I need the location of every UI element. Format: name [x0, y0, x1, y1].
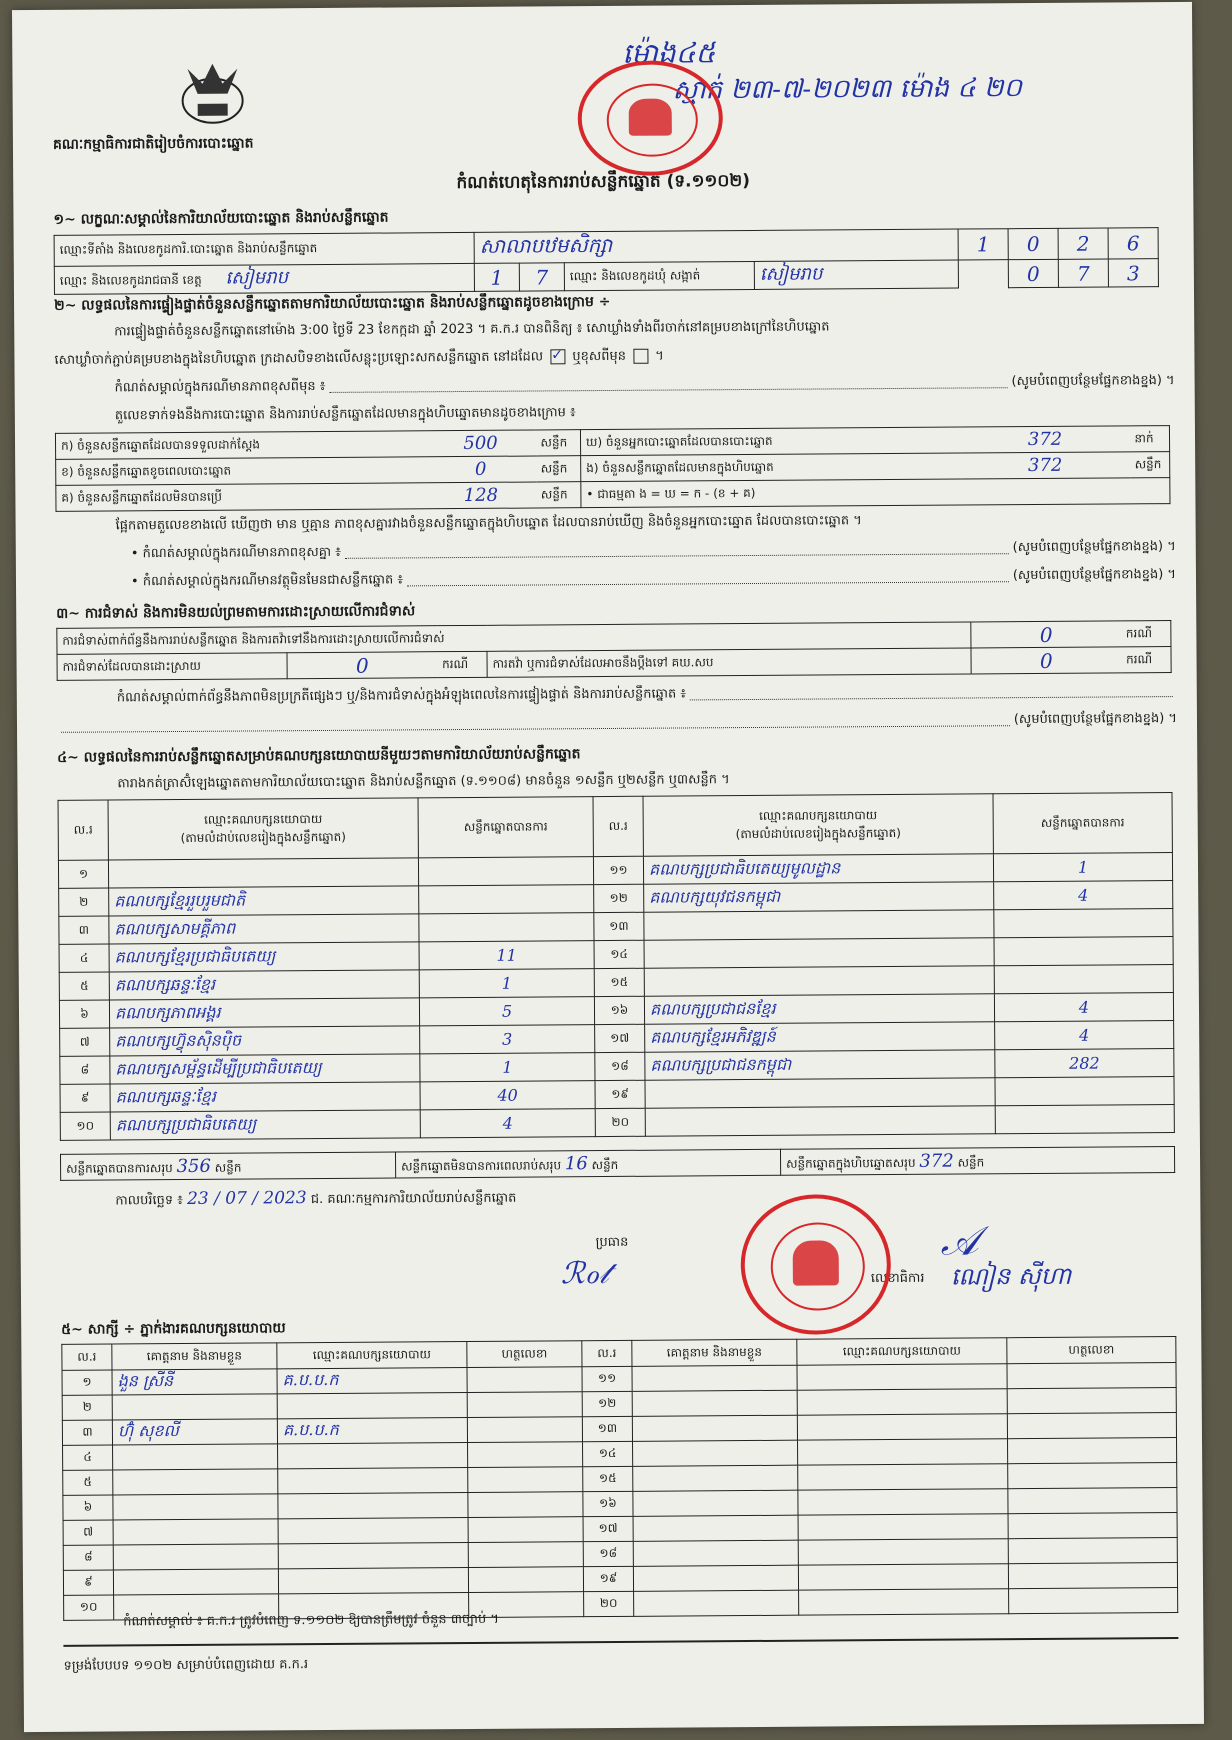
completion-note: កំណត់សម្គាល់ ៖ គ.ក.រ ត្រូវបំពេញ ទ.១១០២ ឱ្យបានត្រឹមត្រូវ ចំនួន ៣ច្បាប់ ។ — [123, 1611, 499, 1630]
same-checkbox[interactable]: ✓ — [550, 349, 565, 364]
witness-name — [633, 1540, 798, 1566]
witness-signature — [1009, 1588, 1178, 1614]
witness-signature — [1007, 1413, 1176, 1439]
commune-code-3: 3 — [1108, 259, 1158, 287]
witness-number: ៥ — [63, 1470, 113, 1495]
witness-table: ល.រ គោត្តនាម និងនាមខ្លួន ឈ្មោះគណបក្សនយោបាយ ហត្ថលេខា ល.រ គោត្តនាម និងនាមខ្លួន ឈ្មោះគណបក្សនយោបាយ ហត្ថលេខា ១ ងួន ស្រីនី គ.ប.ប.ក ១១ ២ ១២ ៣ ហ៊ុំ សុខលី គ.ប.ប.ក ១៣ ៤ ១៤ ៥ ១៥ ៦ ១៦ ៧ ១៧ ៨ ១៨ ៩ ១៩ ១០ ២០ — [61, 1336, 1178, 1621]
witness-name: ងួន ស្រីនី — [112, 1369, 277, 1395]
party-name: គណបក្សភាពអង្គរ — [109, 998, 419, 1028]
party-votes: 4 — [420, 1109, 595, 1138]
witness-party — [797, 1414, 1007, 1440]
party-number: ១៣ — [594, 912, 644, 940]
party-number: ១១ — [593, 856, 643, 884]
commune-code-1: 0 — [1008, 259, 1058, 287]
party-name: គណបក្សសម្ព័ន្ធដើម្បីប្រជាធិបតេយ្យ — [110, 1054, 420, 1084]
witness-number: ៣ — [62, 1420, 112, 1445]
witness-party — [797, 1364, 1007, 1390]
witness-signature — [468, 1442, 583, 1468]
party-name: គណបក្សហ៊្វុនស៊ិនប៉ិច — [110, 1026, 420, 1056]
witness-name — [113, 1519, 278, 1545]
party-votes — [994, 937, 1173, 966]
witness-signature — [468, 1467, 583, 1493]
location-code-1: 1 — [958, 229, 1008, 260]
location-value: សាលាបឋមសិក្សា — [474, 229, 958, 263]
witness-signature — [1008, 1538, 1177, 1564]
witness-number: ២ — [62, 1395, 112, 1420]
witness-number: ១១ — [582, 1366, 632, 1391]
form-title: កំណត់ហេតុនៃការរាប់សន្លឹកឆ្នោត (ទ.១១០២) — [456, 170, 751, 194]
party-votes: 1 — [419, 969, 594, 998]
party-votes — [419, 913, 594, 942]
party-name — [644, 966, 994, 996]
party-number: ៦ — [59, 1000, 109, 1028]
witness-name — [113, 1444, 278, 1470]
witness-number: ១៧ — [583, 1516, 633, 1541]
witness-number: ១៨ — [583, 1541, 633, 1566]
figure-row: គ) ចំនួនសន្លឹកឆ្នោតដែលមិនបានប្រើ 128 សន្លឹក • ជាធម្មតា ង = ឃ = ក - (ខ + គ) — [56, 478, 1170, 512]
section-4-heading: ៤~ លទ្ធផលនៃការរាប់សន្លឹកឆ្នោតសម្រាប់គណបក្សនយោបាយនីមួយៗតាមការិយាល័យរាប់សន្លឹកឆ្នោត — [57, 746, 581, 766]
appeal-value: 0 — [971, 647, 1121, 674]
section-1-heading: ១~ លក្ខណៈសម្គាល់នៃការិយាល័យបោះឆ្នោត និងរាប់សន្លឹកឆ្នោត — [53, 209, 389, 228]
formula: • ជាធម្មតា ង = ឃ = ក - (ខ + គ) — [581, 478, 1170, 508]
province-label: ឈ្មោះ និងលេខកូដរាជធានី ខេត្ត សៀមរាប — [54, 263, 474, 294]
ballots-received-value: 500 — [425, 430, 535, 457]
witness-signature — [1008, 1438, 1177, 1464]
party-votes: 282 — [995, 1049, 1174, 1078]
party-number: ១៩ — [595, 1080, 645, 1108]
party-number: ១២ — [594, 884, 644, 912]
spoiled-value: 0 — [426, 456, 536, 483]
witness-name — [632, 1365, 797, 1391]
secretary-label: លេខាធិការ — [870, 1270, 925, 1287]
chair-label: ប្រធាន — [595, 1234, 629, 1251]
total-in-box: សន្លឹកឆ្នោតក្នុងហិបឆ្នោតសរុប 372 សន្លឹក — [780, 1147, 1174, 1176]
secretary-signature: 𝒜 — [940, 1218, 979, 1265]
witness-number: ៧ — [63, 1520, 113, 1545]
form-page — [12, 2, 1204, 1732]
location-code-3: 2 — [1058, 228, 1108, 259]
witness-name — [633, 1465, 798, 1491]
witness-signature — [1007, 1363, 1176, 1389]
witness-name — [633, 1490, 798, 1516]
witness-party — [798, 1564, 1008, 1590]
party-number: ៧ — [60, 1028, 110, 1056]
commune-code-2: 7 — [1058, 259, 1108, 287]
party-votes — [995, 1105, 1174, 1134]
witness-party — [798, 1464, 1008, 1490]
party-votes: 1 — [420, 1053, 595, 1082]
location-code-2: 0 — [1008, 228, 1058, 259]
party-votes: 3 — [420, 1025, 595, 1054]
org-name: គណៈកម្មាធិការជាតិរៀបចំការបោះឆ្នោត — [52, 135, 254, 153]
witness-name — [113, 1569, 278, 1595]
witness-party — [278, 1442, 468, 1468]
verification-line-2: សោឃ្លាំចាក់ភ្ជាប់គម្របខាងក្នុងនៃហិបឆ្នោត ក្រដាសបិទខាងលើសន្លុះប្រឡោះសកសន្លឹកឆ្នោត នៅដដែល ✓ ឬខុសពីមុន ។ — [54, 347, 664, 368]
witness-number: ១៤ — [583, 1441, 633, 1466]
official-stamp-top — [577, 60, 723, 176]
nec-emblem-icon — [167, 48, 258, 129]
witness-signature — [468, 1492, 583, 1518]
witness-name — [633, 1515, 798, 1541]
witness-party — [799, 1589, 1009, 1615]
party-name: គណបក្សប្រជាជនខ្មែរ — [644, 994, 994, 1024]
party-name — [108, 858, 418, 888]
total-valid: សន្លឹកឆ្នោតបានការសរុប 356 សន្លឹក — [60, 1152, 395, 1180]
totals-table — [60, 1146, 1175, 1181]
location-code-4: 6 — [1108, 228, 1158, 259]
total-invalid: សន្លឹកឆ្នោតមិនបានការពេលរាប់សរុប 16 សន្លឹក — [395, 1149, 780, 1178]
witness-party — [278, 1542, 468, 1568]
party-votes — [419, 885, 594, 914]
party-name: គណបក្សប្រជាជនកម្ពុជា — [645, 1050, 995, 1080]
witness-signature — [1007, 1388, 1176, 1414]
province-value: សៀមរាប — [225, 267, 289, 289]
witness-party — [277, 1392, 467, 1418]
witness-signature — [1008, 1513, 1177, 1539]
witness-number: ៩ — [63, 1570, 113, 1595]
witness-party — [278, 1517, 468, 1543]
irregularity-note: កំណត់សម្គាល់ពាក់ព័ន្ធនឹងភាពមិនប្រក្រតីផ្សេងៗ ឬ/និងការជំទាស់ក្នុងអំឡុងពេលនៃការផ្ទៀងផ្ទាត់ និងការរាប់សន្លឹកឆ្នោត ៖ — [117, 682, 1177, 708]
secretary-name: ណៀន ស៊ីហា — [950, 1261, 1072, 1291]
party-number: ២ — [59, 888, 109, 916]
witness-number: ១៥ — [583, 1466, 633, 1491]
party-votes — [995, 1077, 1174, 1106]
party-votes: 4 — [995, 1021, 1174, 1050]
party-name: គណបក្សខ្មែរប្រជាធិបតេយ្យ — [109, 942, 419, 972]
objections-value: 0 — [971, 621, 1121, 648]
party-name — [645, 1078, 995, 1108]
province-code-2: 7 — [519, 263, 564, 291]
party-name: គណបក្សឆន្ទៈខ្មែរ — [109, 970, 419, 1000]
witness-number: ១៦ — [583, 1491, 633, 1516]
party-votes: 4 — [994, 993, 1173, 1022]
party-name — [644, 910, 994, 940]
witness-party: គ.ប.ប.ក — [277, 1367, 467, 1393]
figure-row: ក) ចំនួនសន្លឹកឆ្នោតដែលបានទទួលដាក់ស្តែង 500 សន្លឹក ឃ) ចំនួនអ្នកបោះឆ្នោតដែលបានបោះឆ្នោត 372 នាក់ — [55, 426, 1169, 460]
witness-name — [632, 1415, 797, 1441]
witness-signature — [467, 1367, 582, 1393]
witness-name — [633, 1565, 798, 1591]
party-number: ២០ — [595, 1108, 645, 1136]
witness-party — [798, 1489, 1008, 1515]
witness-party — [278, 1467, 468, 1493]
section-5-heading: ៥~ សាក្សី ÷ ភ្នាក់ងារគណបក្សនយោបាយ — [61, 1320, 286, 1338]
party-name — [644, 938, 994, 968]
footer-divider — [63, 1637, 1178, 1647]
party-number: ១ — [58, 860, 108, 888]
witness-party — [798, 1439, 1008, 1465]
resolved-value: 0 — [287, 652, 437, 679]
witness-name — [113, 1469, 278, 1495]
figure-row: ខ) ចំនួនសន្លឹកឆ្នោតខូចពេលបោះឆ្នោត 0 សន្លឹក ង) ចំនួនសន្លឹកឆ្នោតដែលមានក្នុងហិបឆ្នោត 372 សន្លឹក — [56, 452, 1170, 486]
witness-party: គ.ប.ប.ក — [277, 1417, 467, 1443]
party-name: គណបក្សឆន្ទៈខ្មែរ — [110, 1082, 420, 1112]
party-name: គណបក្សខ្មែរអភិវឌ្ឍន៍ — [645, 1022, 995, 1052]
ballot-figures-table — [55, 425, 1171, 512]
witness-name — [634, 1590, 799, 1616]
date-line: កាលបរិច្ឆេទ ៖ 23 / 07 / 2023 ជ. គណៈកម្មការការិយាល័យរាប់សន្លឹកឆ្នោត — [115, 1188, 517, 1209]
voters-value: 372 — [960, 426, 1129, 453]
witness-name — [113, 1494, 278, 1520]
party-number: ១៤ — [594, 940, 644, 968]
witness-signature — [468, 1517, 583, 1543]
party-name: គណបក្សខ្មែររួបរួមជាតិ — [109, 886, 419, 916]
witness-party — [798, 1539, 1008, 1565]
witness-name — [112, 1394, 277, 1420]
witness-name — [633, 1440, 798, 1466]
irregularity-note-2: (សូមបំពេញបន្ថែមផ្នែកខាងខ្នង) ។ — [57, 710, 1177, 737]
commune-label: ឈ្មោះ និងលេខកូដឃុំ សង្កាត់ — [564, 261, 754, 290]
witness-signature — [467, 1417, 582, 1443]
foreign-object-note: • កំណត់សម្គាល់ក្នុងករណីមានវត្ថុមិនមែនជាសន្លឹកឆ្នោត ៖ (សូមបំពេញបន្ថែមផ្នែកខាងខ្នង) ។ — [130, 567, 1177, 590]
party-number: ៥ — [59, 972, 109, 1000]
party-votes: 1 — [993, 853, 1172, 882]
party-name — [645, 1106, 995, 1136]
ballots-in-box-value: 372 — [961, 452, 1130, 479]
party-results-table: ល.រ ឈ្មោះគណបក្សនយោបាយ (តាមលំដាប់លេខរៀងក្នុងសន្លឹកឆ្នោត) សន្លឹកឆ្នោតបានការ ល.រ ឈ្មោះគណបក្សនយោបាយ (តាមលំដាប់លេខរៀងក្នុងសន្លឹកឆ្នោត) សន្លឹកឆ្នោតបានការ ១ ១១ គណបក្សប្រជាធិបតេយ្យមូលដ្ឋាន 1 ២ គណបក្សខ្មែររួបរួមជាតិ ១២ គណបក្សយុវជនកម្ពុជា 4 ៣ គណបក្សសាមគ្គីភាព ១៣ ៤ គណបក្សខ្មែរប្រជាធិបតេយ្យ 11 ១៤ ៥ គណបក្សឆន្ទៈខ្មែរ 1 ១៥ ៦ គណបក្សភាពអង្គរ 5 ១៦ គណបក្សប្រជាជនខ្មែរ 4 ៧ គណបក្សហ៊្វុនស៊ិនប៉ិច 3 ១៧ គណបក្សខ្មែរអភិវឌ្ឍន៍ 4 ៨ គណបក្សសម្ព័ន្ធដើម្បីប្រជាធិបតេយ្យ 1 ១៨ គណបក្សប្រជាជនកម្ពុជា 282 ៩ គណបក្សឆន្ទៈខ្មែរ 40 ១៩ ១០ គណបក្សប្រជាធិបតេយ្យ 4 ២០ — [58, 792, 1175, 1141]
party-number: ៩ — [60, 1084, 110, 1112]
witness-name — [632, 1390, 797, 1416]
unused-value: 128 — [426, 482, 536, 509]
party-number: ៤ — [59, 944, 109, 972]
party-votes — [994, 965, 1173, 994]
handwritten-receipt-number: ម៉ោង៤៥ — [622, 36, 716, 70]
footer-text: ទម្រង់បែបបទ ១១០២ សម្រាប់បំពេញដោយ គ.ក.រ — [63, 1657, 309, 1674]
objections-label: ការជំទាស់ពាក់ព័ន្ធនឹងការរាប់សន្លឹកឆ្នោត និងការតវ៉ាទៅនឹងការដោះស្រាយលើការជំទាស់ — [57, 622, 971, 654]
party-votes: 5 — [419, 997, 594, 1026]
witness-party — [278, 1492, 468, 1518]
province-code-1: 1 — [474, 263, 519, 291]
party-number: ១៧ — [595, 1024, 645, 1052]
witness-number: ៦ — [63, 1495, 113, 1520]
party-votes: 4 — [994, 881, 1173, 910]
party-name: គណបក្សសាមគ្គីភាព — [109, 914, 419, 944]
discrepancy-note: • កំណត់សម្គាល់ក្នុងករណីមានភាពខុសគ្នា ៖ (សូមបំពេញបន្ថែមផ្នែកខាងខ្នង) ។ — [130, 539, 1176, 562]
party-name: គណបក្សប្រជាធិបតេយ្យ — [110, 1110, 420, 1140]
official-stamp-committee — [740, 1194, 891, 1335]
witness-number: ១ — [62, 1370, 112, 1395]
witness-signature — [1008, 1563, 1177, 1589]
party-votes: 11 — [419, 941, 594, 970]
party-number: ១៨ — [595, 1052, 645, 1080]
verification-line-1: ការផ្ទៀងផ្ទាត់ចំនួនសន្លឹកឆ្នោតនៅម៉ោង 3:00 ថ្ងៃទី 23 ខែកក្កដា ឆ្នាំ 2023 ។ គ.ក.រ បានពិនិត្យ ៖ សោឃ្លាំងទាំងពីរចាក់នៅគម្របខាងក្រៅនៃហិបឆ្នោត — [114, 319, 830, 340]
witness-signature — [468, 1567, 583, 1593]
section-1-table — [54, 227, 1159, 295]
party-votes — [418, 857, 593, 886]
witness-party — [798, 1514, 1008, 1540]
witness-number: ២០ — [584, 1591, 634, 1616]
discrepancy-line: ផ្អែកតាមតួលេខខាងលើ ឃើញថា មាន ឬគ្មាន ភាពខុសគ្នារវាងចំនួនសន្លឹកឆ្នោតក្នុងហិបឆ្នោត ដែលបានរាប់ឃើញ និងចំនួនអ្នកបោះឆ្នោត ដែលបានបោះឆ្នោត ។ — [115, 513, 862, 534]
witness-party — [278, 1567, 468, 1593]
commune-value: សៀមរាប — [754, 260, 958, 289]
tally-intro: តារាងកត់ត្រាស៊ំឡេងឆ្នោតតាមការិយាល័យបោះឆ្នោត និងរាប់សន្លឹកឆ្នោត (ទ.១១០៨) មានចំនួន ១សន្លឹក ឬ២សន្លឹក ឬ៣សន្លឹក ។ — [117, 772, 730, 792]
witness-signature — [468, 1542, 583, 1568]
witness-signature — [467, 1392, 582, 1418]
witness-name — [113, 1544, 278, 1570]
party-name: គណបក្សយុវជនកម្ពុជា — [644, 882, 994, 912]
objections-table: ការជំទាស់ពាក់ព័ន្ធនឹងការរាប់សន្លឹកឆ្នោត និងការតវ៉ាទៅនឹងការដោះស្រាយលើការជំទាស់ 0 ករណី ការជំទាស់ដែលបានដោះស្រាយ 0 ករណី ការតវ៉ា ឬការជំទាស់ដែលអាចនឹងប្តឹងទៅ គឃ.សប 0 ករណី — [56, 620, 1171, 681]
handwritten-receipt-date: ស្មាក់ ២៣-៧-២០២៣ ម៉ោង ៤ ២០ — [672, 73, 1023, 106]
witness-number: ១០ — [64, 1595, 114, 1620]
party-number: ១៦ — [594, 996, 644, 1024]
witness-number: ១២ — [582, 1391, 632, 1416]
witness-number: ៨ — [63, 1545, 113, 1570]
witness-name: ហ៊ុំ សុខលី — [112, 1419, 277, 1445]
witness-number: ៤ — [63, 1445, 113, 1470]
witness-signature — [1008, 1488, 1177, 1514]
figures-intro: តួលេខទាក់ទងនឹងការបោះឆ្នោត និងការរាប់សន្លឹកឆ្នោតដែលមានក្នុងហិបឆ្នោតមានដូចខាងក្រោម ៖ — [114, 405, 576, 424]
party-number: ១០ — [60, 1112, 110, 1140]
different-checkbox[interactable] — [633, 349, 648, 364]
party-name: គណបក្សប្រជាធិបតេយ្យមូលដ្ឋាន — [643, 854, 993, 884]
location-label: ឈ្មោះទីតាំង និងលេខកូដការិ.បោះឆ្នោត និងរាប់សន្លឹកឆ្នោត — [54, 232, 474, 266]
party-votes: 40 — [420, 1081, 595, 1110]
difference-note-line: កំណត់សម្គាល់ក្នុងករណីមានភាពខុសពីមុន ៖ (សូមបំពេញបន្ថែមផ្នែកខាងខ្នង) ។ — [114, 373, 1175, 396]
section-2-heading: ២~ លទ្ធផលនៃការផ្ទៀងផ្ទាត់ចំនួនសន្លឹកឆ្នោតតាមការិយាល័យបោះឆ្នោត និងរាប់សន្លឹកឆ្នោតដូចខាងក្រោម ÷ — [54, 293, 611, 314]
section-3-heading: ៣~ ការជំទាស់ និងការមិនយល់ព្រមតាមការដោះស្រាយលើការជំទាស់ — [56, 603, 416, 622]
party-votes — [994, 909, 1173, 938]
chair-signature: ℛℴ𝓉 — [560, 1256, 609, 1292]
party-number: ១៥ — [594, 968, 644, 996]
witness-number: ១៣ — [582, 1416, 632, 1441]
witness-signature — [1008, 1463, 1177, 1489]
party-number: ៣ — [59, 916, 109, 944]
witness-party — [797, 1389, 1007, 1415]
witness-number: ១៩ — [583, 1566, 633, 1591]
party-number: ៨ — [60, 1056, 110, 1084]
